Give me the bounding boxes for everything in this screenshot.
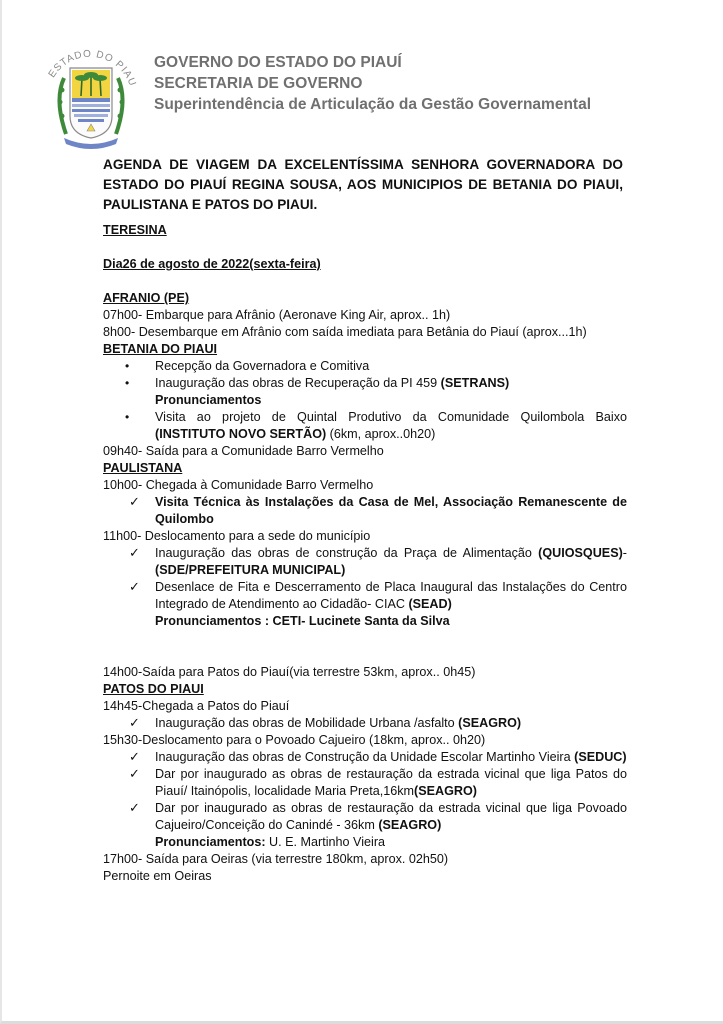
origin-heading: TERESINA	[103, 223, 167, 237]
patos-item-1: ✓ Inauguração das obras de Mobilidade Urbana /asfalto (SEAGRO)	[129, 715, 522, 730]
afranio-line-1: 07h00- Embarque para Afrânio (Aeronave King Air, aprox.. 1h)	[103, 308, 451, 322]
bullet-icon: •	[125, 359, 130, 373]
date-heading: Dia26 de agosto de 2022(sexta-feira)	[103, 257, 321, 271]
betania-item-3: • Visita ao projeto de Quintal Produtivo da Comunidade Quilombola Baixo (INSTITUTO NOVO SERTÃO) (6km, aprox..0h20)	[125, 410, 627, 441]
patos-heading: PATOS DO PIAUI	[103, 682, 204, 696]
paulistana-heading: PAULISTANA	[103, 461, 183, 475]
header-secretariat: SECRETARIA DE GOVERNO	[154, 75, 363, 92]
patos-item-3: ✓ Dar por inaugurado as obras de restauração da estrada vicinal que liga Patos do Piauí/ Itainópolis, localidade Maria Preta,16km(SEAGRO)	[129, 766, 627, 798]
bullet-icon: •	[125, 410, 130, 424]
state-seal-logo	[40, 38, 140, 153]
agenda-body	[103, 222, 627, 885]
paulistana-line-1: 10h00- Chegada à Comunidade Barro Vermelho	[103, 478, 374, 492]
check-icon: ✓	[129, 579, 140, 594]
check-icon: ✓	[129, 749, 140, 764]
betania-after: 09h40- Saída para a Comunidade Barro Vermelho	[103, 444, 384, 458]
paulistana-item-3: ✓ Desenlace de Fita e Descerramento de Placa Inaugural das Instalações do Centro Integrado de Atendimento ao Cidadão- CIAC (SEAD) Pronunciamentos : CETI- Lucinete Santa da Silva	[129, 579, 627, 628]
check-icon: ✓	[129, 800, 140, 815]
betania-item-1: • Recepção da Governadora e Comitiva	[125, 359, 370, 373]
document-title: AGENDA DE VIAGEM DA EXCELENTÍSSIMA SENHORA GOVERNADORA DO ESTADO DO PIAUÍ REGINA SOUSA, AOS MUNICIPIOS DE BETANIA DO PIAUI, PAULISTANA E PATOS DO PIAUI.	[103, 157, 623, 212]
letterhead	[154, 52, 591, 115]
paulistana-item-2: ✓ Inauguração das obras de construção da Praça de Alimentação (QUIOSQUES)- (SDE/PREFEITURA MUNICIPAL)	[129, 545, 627, 577]
check-icon: ✓	[129, 766, 140, 781]
paulistana-item-1: ✓ Visita Técnica às Instalações da Casa de Mel, Associação Remanescente de Quilombo	[129, 494, 627, 526]
bullet-icon: •	[125, 376, 130, 390]
check-icon: ✓	[129, 494, 140, 509]
patos-line-2: 15h30-Deslocamento para o Povoado Cajueiro (18km, aprox.. 0h20)	[103, 733, 486, 747]
patos-line-3: 17h00- Saída para Oeiras (via terrestre 180km, aprox. 02h50)	[103, 852, 449, 866]
patos-line-4: Pernoite em Oeiras	[103, 869, 212, 883]
afranio-line-2: 8h00- Desembarque em Afrânio com saída imediata para Betânia do Piauí (aprox...1h)	[103, 325, 587, 339]
check-icon: ✓	[129, 715, 140, 730]
paulistana-line-2: 11h00- Deslocamento para a sede do município	[103, 529, 371, 543]
patos-item-4: ✓ Dar por inaugurado as obras de restauração da estrada vicinal que liga Povoado Cajueiro/Conceição do Canindé - 36km (SEAGRO) Pronunciamentos: U. E. Martinho Vieira	[129, 800, 627, 849]
check-icon: ✓	[129, 545, 140, 560]
seal-arc-text: ESTADO DO PIAU	[46, 48, 138, 89]
patos-pre: 14h00-Saída para Patos do Piauí(via terrestre 53km, aprox.. 0h45)	[103, 665, 476, 679]
header-superintendence: Superintendência de Articulação da Gestão Governamental	[154, 96, 591, 113]
patos-line-1: 14h45-Chegada a Patos do Piauí	[103, 699, 290, 713]
header-government: GOVERNO DO ESTADO DO PIAUÍ	[154, 54, 402, 71]
betania-item-2: • Inauguração das obras de Recuperação da PI 459 (SETRANS) Pronunciamentos	[125, 376, 510, 407]
afranio-heading: AFRANIO (PE)	[103, 291, 190, 305]
betania-heading: BETANIA DO PIAUI	[103, 342, 218, 356]
patos-item-2: ✓ Inauguração das obras de Construção da Unidade Escolar Martinho Vieira (SEDUC)	[129, 749, 627, 764]
